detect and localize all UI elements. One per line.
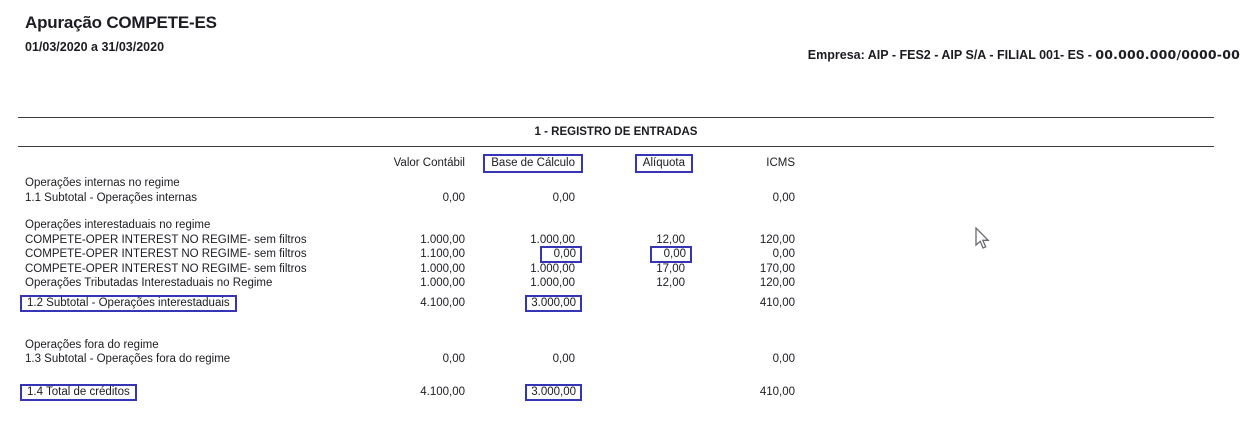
table-row: [18, 295, 1214, 312]
base-calculo-value: 0,00: [552, 353, 575, 366]
spacer-row: [18, 325, 1214, 338]
row-label: Operações interestaduais no regime: [25, 219, 211, 232]
column-headers: [18, 155, 1214, 171]
report-table: [18, 117, 1214, 401]
table-row: [18, 384, 1214, 401]
row-label: Operações fora do regime: [25, 338, 159, 351]
col-header-base-calculo: Base de Cálculo: [483, 154, 583, 173]
base-calculo-value: 1.000,00: [530, 277, 575, 290]
aliquota-value: 17,00: [656, 262, 685, 275]
spacer-row: [18, 312, 1214, 325]
valor-contabil-value: 1.100,00: [420, 248, 465, 261]
col-header-valor-contabil: Valor Contábil: [393, 157, 465, 169]
valor-contabil-value: 4.100,00: [420, 386, 465, 398]
valor-contabil-value: 1.000,00: [420, 277, 465, 290]
base-calculo-value: 3.000,00: [525, 295, 582, 312]
icms-value: 170,00: [759, 262, 795, 275]
company-cnpj: 00.000.000/0000-00: [1095, 47, 1240, 62]
base-calculo-value: 0,00: [552, 191, 575, 204]
spacer-row: [18, 367, 1214, 380]
icms-value: 120,00: [759, 233, 795, 246]
icms-value: 0,00: [772, 248, 795, 261]
row-label: COMPETE-OPER INTEREST NO REGIME- sem filtros: [25, 233, 307, 246]
valor-contabil-value: 0,00: [442, 191, 465, 204]
aliquota-value: 12,00: [656, 277, 685, 290]
base-calculo-value: 1.000,00: [530, 233, 575, 246]
base-calculo-value: 0,00: [540, 246, 582, 263]
aliquota-value: 0,00: [650, 246, 692, 263]
table-row: [18, 338, 1214, 353]
icms-value: 410,00: [759, 386, 795, 398]
row-label: COMPETE-OPER INTEREST NO REGIME- sem filtros: [25, 262, 307, 275]
col-header-aliquota: Alíquota: [635, 154, 693, 173]
row-label: Operações Tributadas Interestaduais no Regime: [25, 277, 273, 290]
section-header: [18, 117, 1214, 147]
table-row: [18, 233, 1214, 248]
report-period: 01/03/2020 a 31/03/2020: [25, 40, 165, 54]
table-row: [18, 262, 1214, 277]
page-title: Apuração COMPETE-ES: [25, 13, 217, 32]
section-title: 1 - REGISTRO DE ENTRADAS: [534, 126, 698, 138]
icms-value: 410,00: [759, 297, 795, 309]
row-label: COMPETE-OPER INTEREST NO REGIME- sem filtros: [25, 248, 307, 261]
base-calculo-value: 1.000,00: [530, 262, 575, 275]
valor-contabil-value: 1.000,00: [420, 262, 465, 275]
company-info: [808, 47, 1240, 62]
row-label: Operações internas no regime: [25, 177, 180, 190]
table-row: [18, 218, 1214, 233]
icms-value: 0,00: [772, 353, 795, 366]
row-label: 1.3 Subtotal - Operações fora do regime: [25, 353, 231, 366]
icms-value: 120,00: [759, 277, 795, 290]
spacer-row: [18, 205, 1214, 218]
icms-value: 0,00: [772, 191, 795, 204]
table-rows: [18, 176, 1214, 401]
row-label: 1.4 Total de créditos: [20, 384, 137, 401]
valor-contabil-value: 0,00: [442, 353, 465, 366]
row-label: 1.1 Subtotal - Operações internas: [25, 191, 197, 204]
mouse-cursor-icon: [974, 227, 990, 251]
aliquota-value: 12,00: [656, 233, 685, 246]
table-row: [18, 191, 1214, 206]
valor-contabil-value: 4.100,00: [420, 297, 465, 309]
table-row: [18, 276, 1214, 291]
table-row: [18, 352, 1214, 367]
table-row: [18, 176, 1214, 191]
base-calculo-value: 3.000,00: [525, 384, 582, 401]
valor-contabil-value: 1.000,00: [420, 233, 465, 246]
col-header-icms: ICMS: [766, 157, 795, 169]
row-label: 1.2 Subtotal - Operações interestaduais: [20, 295, 237, 312]
company-label: Empresa: AIP - FES2 - AIP S/A - FILIAL 001- ES -: [807, 48, 1096, 62]
table-row: [18, 247, 1214, 262]
